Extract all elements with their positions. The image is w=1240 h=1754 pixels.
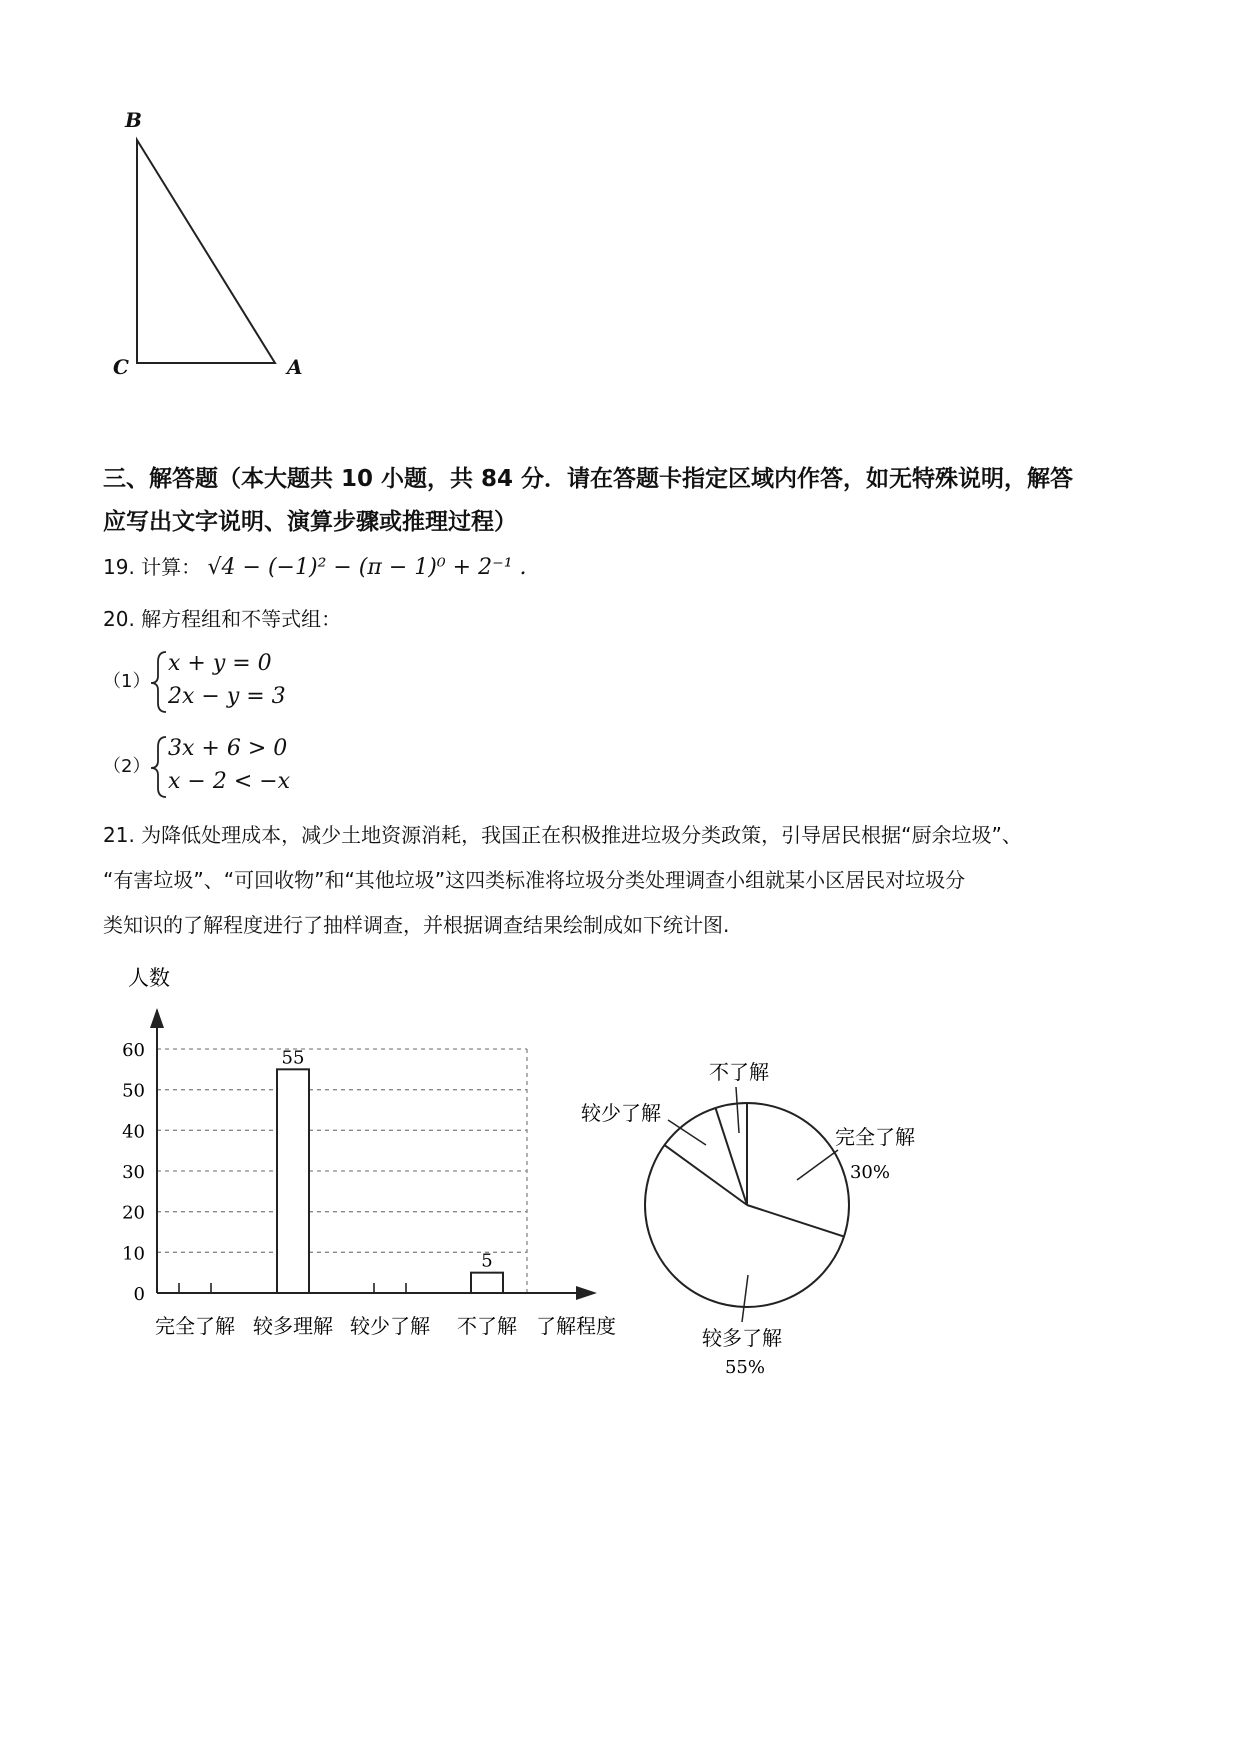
pie-slice-label: 较多了解 <box>702 1326 782 1350</box>
section-heading-line2: 应写出文字说明、演算步骤或推理过程） <box>103 509 517 535</box>
pie-slice-label: 较少了解 <box>581 1101 661 1125</box>
y-tick-label: 50 <box>122 1080 145 1102</box>
q19-expression: √4 − (−1)² − (π − 1)⁰ + 2⁻¹ . <box>207 555 527 580</box>
pie-slice-percent: 55% <box>724 1357 766 1378</box>
q20-part2-ineq2: x − 2 < −x <box>168 769 291 794</box>
x-tick-label: 不了解 <box>457 1314 517 1338</box>
q19-prefix: 计算： <box>141 555 202 579</box>
y-axis-title: 人数 <box>128 966 170 990</box>
pie-slice-percent: 30% <box>849 1162 891 1183</box>
x-tick-label: 较多理解 <box>253 1314 333 1338</box>
x-axis-title: 了解程度 <box>536 1314 616 1338</box>
x-tick-label: 较少了解 <box>350 1314 430 1338</box>
y-tick-label: 20 <box>122 1202 145 1224</box>
vertex-c-label: C <box>113 355 129 379</box>
q19-number: 19. <box>103 555 135 579</box>
pie-marks <box>645 1087 849 1322</box>
section-heading-line1: 三、解答题（本大题共 10 小题，共 84 分．请在答题卡指定区域内作答，如无特殊说明，解答 <box>103 466 1074 492</box>
q20-number: 20. <box>103 607 135 631</box>
y-tick-label: 30 <box>122 1162 145 1183</box>
q20-part2-label: （2） <box>103 756 151 777</box>
y-tick-label: 40 <box>122 1121 145 1143</box>
q20-part2-ineq1: 3x + 6 > 0 <box>168 736 288 761</box>
bar-data-label: 55 <box>281 1047 305 1069</box>
q20-part1-eq1: x + y = 0 <box>168 651 272 676</box>
pie-slice-label: 不了解 <box>709 1060 769 1084</box>
bar-data-label: 5 <box>481 1250 493 1272</box>
q20-part1-label: （1） <box>103 671 151 692</box>
vertex-a-label: A <box>287 355 303 379</box>
y-tick-label: 60 <box>122 1040 145 1061</box>
vertex-b-label: B <box>125 108 142 132</box>
y-tick-label: 0 <box>133 1284 145 1305</box>
pie-slice-label: 完全了解 <box>835 1125 915 1149</box>
y-tick-label: 10 <box>122 1243 145 1265</box>
q21-line1: 21. 为降低处理成本，减少土地资源消耗，我国正在积极推进垃圾分类政策，引导居民根据“厨余垃圾”、 <box>103 823 1022 847</box>
x-tick-label: 完全了解 <box>155 1314 235 1338</box>
q20-part1-eq2: 2x − y = 3 <box>168 684 286 709</box>
q21-line3: 类知识的了解程度进行了抽样调查，并根据调查结果绘制成如下统计图. <box>103 913 730 937</box>
q20-prompt: 解方程组和不等式组： <box>141 607 342 631</box>
q21-line2: “有害垃圾”、“可回收物”和“其他垃圾”这四类标准将垃圾分类处理调查小组就某小区居民对垃圾分 <box>103 868 966 892</box>
